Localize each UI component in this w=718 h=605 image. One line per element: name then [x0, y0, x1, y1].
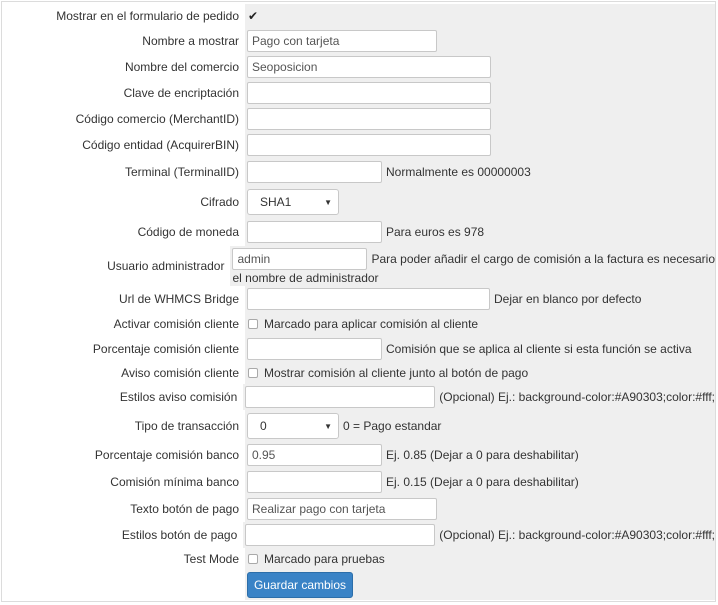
label-texto-boton: Texto botón de pago	[4, 496, 241, 522]
tipo-transaccion-help: 0 = Pago estandar	[343, 419, 442, 433]
label-aviso-comision: Aviso comisión cliente	[4, 362, 241, 384]
row-acquirer	[4, 132, 715, 158]
nombre-mostrar-input[interactable]	[247, 30, 437, 52]
label-test-mode: Test Mode	[4, 548, 241, 570]
texto-boton-input[interactable]	[247, 498, 437, 520]
row-mostrar	[4, 4, 715, 28]
label-nombre-mostrar: Nombre a mostrar	[4, 28, 241, 54]
row-tipo-transaccion	[4, 410, 715, 442]
settings-form	[1, 1, 716, 602]
row-porcentaje-cliente	[4, 336, 715, 362]
clave-input[interactable]	[247, 82, 491, 104]
label-terminal: Terminal (TerminalID)	[4, 158, 241, 186]
url-bridge-help: Dejar en blanco por defecto	[494, 292, 642, 306]
label-mostrar: Mostrar en el formulario de pedido	[4, 4, 241, 28]
row-url-bridge	[4, 286, 715, 312]
usuario-help-1: Para poder añadir el cargo de comisión a la factura es necesario	[371, 251, 715, 266]
acquirer-input[interactable]	[247, 134, 491, 156]
label-porcentaje-cliente: Porcentaje comisión cliente	[4, 336, 241, 362]
row-merchant	[4, 106, 715, 132]
label-porcentaje-banco: Porcentaje comisión banco	[4, 442, 241, 468]
caret-down-icon: ▼	[324, 197, 332, 207]
comision-minima-help: Ej. 0.15 (Dejar a 0 para deshabilitar)	[386, 475, 579, 489]
tipo-transaccion-selected: 0	[260, 419, 267, 433]
test-mode-checkbox[interactable]	[248, 554, 258, 564]
label-clave: Clave de encriptación	[4, 80, 241, 106]
caret-down-icon: ▼	[324, 421, 332, 431]
comision-minima-input[interactable]	[247, 471, 382, 493]
row-usuario	[4, 246, 715, 286]
nombre-comercio-input[interactable]	[247, 56, 491, 78]
estilos-boton-input[interactable]	[245, 524, 435, 546]
label-activar-comision: Activar comisión cliente	[4, 312, 241, 336]
estilos-aviso-help: (Opcional) Ej.: background-color:#A90303;color:#fff;	[439, 390, 715, 404]
row-activar-comision	[4, 312, 715, 336]
label-acquirer: Código entidad (AcquirerBIN)	[4, 132, 241, 158]
test-mode-text: Marcado para pruebas	[264, 552, 385, 566]
row-porcentaje-banco	[4, 442, 715, 468]
cifrado-select[interactable]	[247, 189, 339, 215]
usuario-help-2: el nombre de administrador	[232, 270, 379, 285]
aviso-comision-checkbox[interactable]	[248, 368, 258, 378]
row-save	[4, 570, 715, 600]
row-test-mode	[4, 548, 715, 570]
save-button[interactable]: Guardar cambios	[247, 572, 353, 598]
tipo-transaccion-select[interactable]	[247, 413, 339, 439]
row-nombre-comercio	[4, 54, 715, 80]
porcentaje-banco-input[interactable]	[247, 444, 382, 466]
label-usuario: Usuario administrador	[4, 246, 226, 286]
row-cifrado	[4, 186, 715, 218]
aviso-comision-text: Mostrar comisión al cliente junto al botón de pago	[264, 366, 529, 380]
row-estilos-boton	[4, 522, 715, 548]
terminal-help: Normalmente es 00000003	[386, 165, 531, 179]
row-terminal	[4, 158, 715, 186]
terminal-input[interactable]	[247, 161, 382, 183]
row-texto-boton	[4, 496, 715, 522]
porcentaje-cliente-help: Comisión que se aplica al cliente si esta función se activa	[386, 342, 692, 356]
row-estilos-aviso	[4, 384, 715, 410]
row-clave	[4, 80, 715, 106]
activar-comision-checkbox[interactable]	[248, 319, 258, 329]
merchant-input[interactable]	[247, 108, 491, 130]
label-estilos-aviso: Estilos aviso comisión	[4, 384, 239, 410]
estilos-boton-help: (Opcional) Ej.: background-color:#A90303;color:#fff;	[439, 528, 715, 542]
porcentaje-banco-help: Ej. 0.85 (Dejar a 0 para deshabilitar)	[386, 448, 579, 462]
label-nombre-comercio: Nombre del comercio	[4, 54, 241, 80]
label-merchant: Código comercio (MerchantID)	[4, 106, 241, 132]
moneda-help: Para euros es 978	[386, 225, 485, 239]
cifrado-selected: SHA1	[260, 195, 292, 209]
label-tipo-transaccion: Tipo de transacción	[4, 410, 241, 442]
activar-comision-text: Marcado para aplicar comisión al cliente	[264, 317, 479, 331]
label-moneda: Código de moneda	[4, 218, 241, 246]
row-comision-minima	[4, 468, 715, 496]
row-nombre-mostrar	[4, 28, 715, 54]
url-bridge-input[interactable]	[247, 288, 490, 310]
label-cifrado: Cifrado	[4, 186, 241, 218]
label-estilos-boton: Estilos botón de pago	[4, 522, 239, 548]
mostrar-checkbox[interactable]: ✔	[248, 9, 259, 23]
estilos-aviso-input[interactable]	[245, 386, 435, 408]
porcentaje-cliente-input[interactable]	[247, 338, 382, 360]
row-aviso-comision	[4, 362, 715, 384]
row-moneda	[4, 218, 715, 246]
moneda-input[interactable]	[247, 221, 382, 243]
label-comision-minima: Comisión mínima banco	[4, 468, 241, 496]
label-url-bridge: Url de WHMCS Bridge	[4, 286, 241, 312]
usuario-input[interactable]	[232, 248, 367, 270]
